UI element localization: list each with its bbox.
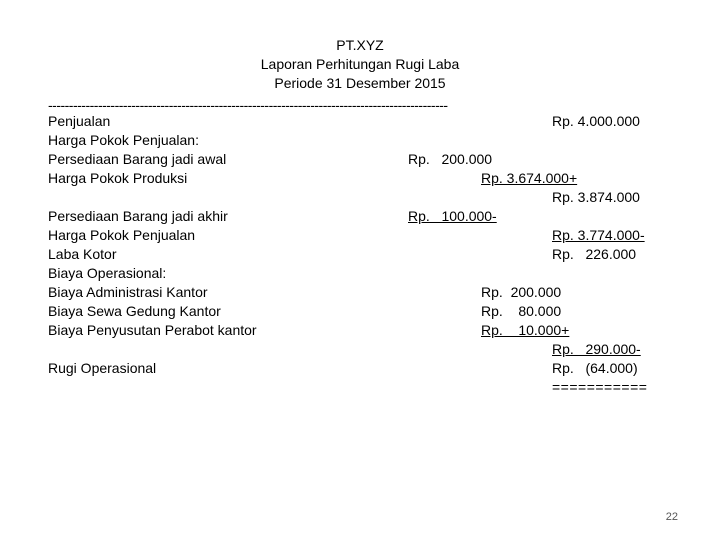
label-biaya-sewa: Biaya Sewa Gedung Kantor — [48, 303, 221, 319]
page-number: 22 — [665, 511, 678, 523]
amount-subtotal-tersedia: Rp. 3.874.000 — [552, 189, 640, 205]
amount-rugi-operasional: Rp. (64.000) — [552, 360, 638, 376]
amount-harga-pokok-produksi: Rp. 3.674.000+ — [481, 170, 578, 186]
final-double-rule: =========== — [552, 379, 648, 395]
amount-biaya-sewa: Rp. 80.000 — [481, 303, 562, 319]
amount-hpp-total: Rp. 3.774.000- — [552, 227, 645, 243]
label-rugi-operasional: Rugi Operasional — [48, 360, 157, 376]
amount-total-biaya: Rp. 290.000- — [552, 341, 641, 357]
amount-biaya-penyusutan: Rp. 10.000+ — [481, 322, 570, 338]
report-title: Laporan Perhitungan Rugi Laba — [260, 56, 460, 72]
label-hpp-total: Harga Pokok Penjualan — [48, 227, 196, 243]
label-laba-kotor: Laba Kotor — [48, 246, 117, 262]
label-biaya-heading: Biaya Operasional: — [48, 265, 167, 281]
label-persediaan-awal: Persediaan Barang jadi awal — [48, 151, 227, 167]
company-name: PT.XYZ — [336, 37, 384, 53]
amount-persediaan-awal: Rp. 200.000 — [408, 151, 493, 167]
header-divider: ------------------------------------------------------------------------------------------------ — [48, 97, 448, 113]
label-persediaan-akhir: Persediaan Barang jadi akhir — [48, 208, 228, 224]
amount-persediaan-akhir: Rp. 100.000- — [408, 208, 497, 224]
report-period: Periode 31 Desember 2015 — [274, 75, 446, 91]
amount-biaya-admin: Rp. 200.000 — [481, 284, 562, 300]
label-biaya-admin: Biaya Administrasi Kantor — [48, 284, 208, 300]
label-penjualan: Penjualan — [48, 113, 111, 129]
label-biaya-penyusutan: Biaya Penyusutan Perabot kantor — [48, 322, 257, 338]
label-harga-pokok-produksi: Harga Pokok Produksi — [48, 170, 188, 186]
label-hpp-heading: Harga Pokok Penjualan: — [48, 132, 199, 148]
amount-laba-kotor: Rp. 226.000 — [552, 246, 637, 262]
amount-penjualan: Rp. 4.000.000 — [552, 113, 640, 129]
